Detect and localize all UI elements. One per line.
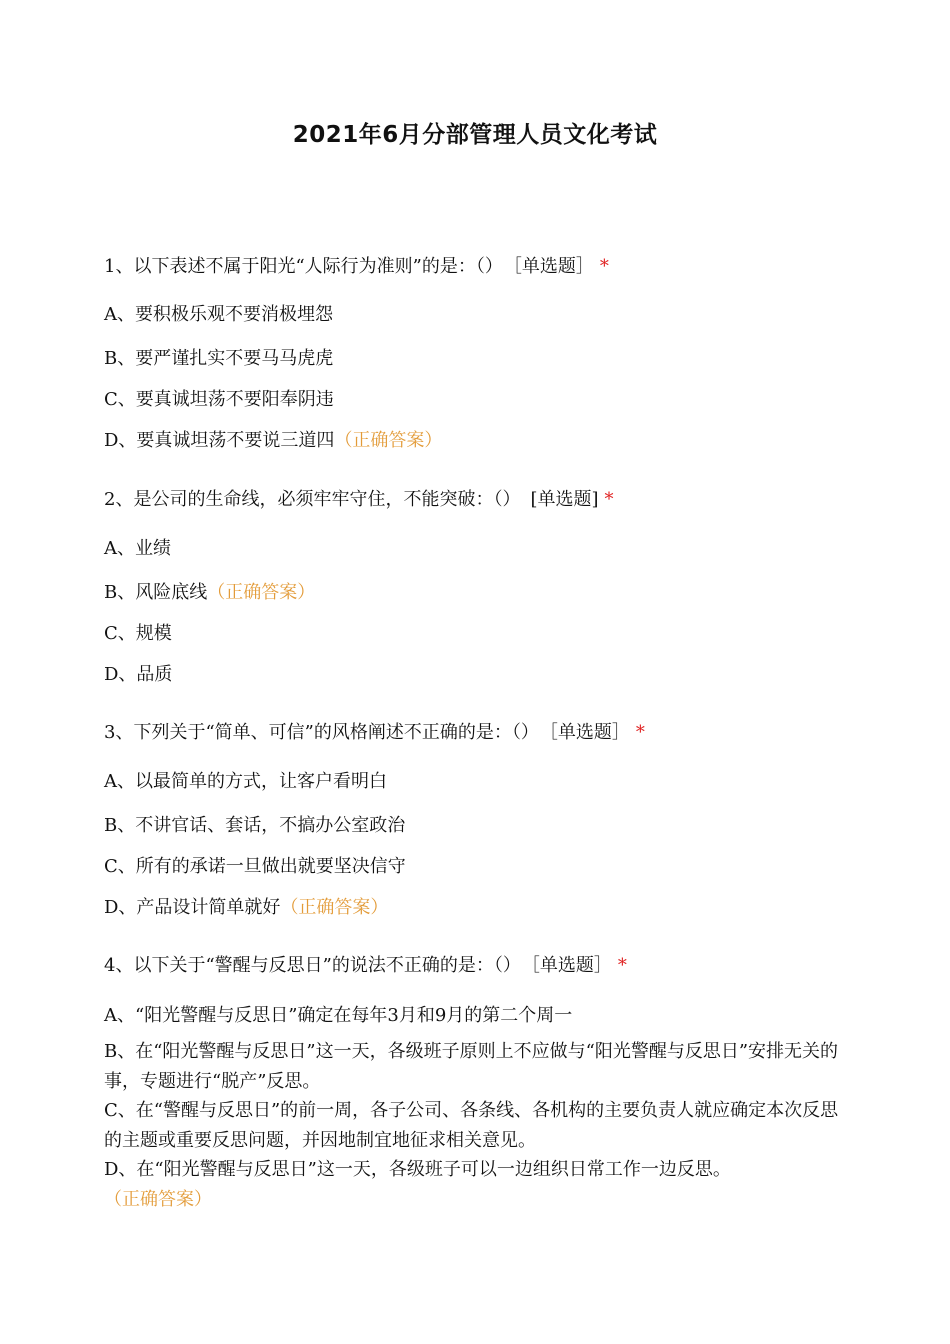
question-stem: 2、是公司的生命线，必须牢牢守住，不能突破：（）: [104, 489, 521, 510]
option-label: A、要积极乐观不要消极埋怨: [104, 304, 333, 325]
option-label: C、要真诚坦荡不要阳奉阴违: [104, 389, 334, 410]
question-2: [104, 485, 614, 515]
question-stem: 3、下列关于“简单、可信”的风格阐述不正确的是：（）: [104, 722, 539, 743]
option-label: D、在“阳光警醒与反思日”这一天，各级班子可以一边组织日常工作一边反思。: [104, 1159, 731, 1180]
option-label: A、业绩: [104, 538, 171, 559]
option-label: C、规模: [104, 623, 172, 644]
option-label: A、“阳光警醒与反思日”确定在每年3月和9月的第二个周一: [104, 1005, 573, 1026]
required-mark: *: [635, 722, 645, 743]
option-1d[interactable]: [104, 426, 442, 456]
option-2a[interactable]: [104, 534, 171, 564]
page-title: 2021年6月分部管理人员文化考试: [292, 122, 658, 148]
option-1a[interactable]: [104, 300, 333, 330]
option-label: B、不讲官话、套话，不搞办公室政治: [104, 815, 406, 836]
option-label: A、以最简单的方式，让客户看明白: [104, 771, 387, 792]
question-type: ［单选题］: [530, 955, 612, 976]
question-3: [104, 718, 645, 748]
option-4a[interactable]: [104, 1001, 572, 1031]
option-3b[interactable]: [104, 811, 405, 841]
option-label: D、要真诚坦荡不要说三道四: [104, 430, 335, 451]
option-4c[interactable]: [104, 1096, 849, 1156]
option-label: C、所有的承诺一旦做出就要坚决信守: [104, 856, 406, 877]
question-type: [单选题]: [530, 489, 599, 510]
option-3c[interactable]: [104, 852, 406, 882]
question-1: [104, 252, 609, 282]
correct-answer-mark: （正确答案）: [207, 582, 316, 603]
correct-answer-mark: （正确答案）: [104, 1189, 212, 1210]
question-type: ［单选题］: [512, 256, 594, 277]
option-1b[interactable]: [104, 344, 333, 374]
option-label: B、在“阳光警醒与反思日”这一天，各级班子原则上不应做与“阳光警醒与反思日”安排无关的事，专题进行“脱产”反思。: [104, 1041, 839, 1092]
required-mark: *: [599, 256, 609, 277]
question-type: ［单选题］: [548, 722, 630, 743]
option-3a[interactable]: [104, 767, 387, 797]
required-mark: *: [604, 489, 614, 510]
question-stem: 1、以下表述不属于阳光“人际行为准则”的是：（）: [104, 256, 503, 277]
option-label: B、风险底线: [104, 582, 208, 603]
option-label: D、产品设计简单就好: [104, 897, 281, 918]
option-3d[interactable]: [104, 893, 388, 923]
option-label: C、在“警醒与反思日”的前一周，各子公司、各条线、各机构的主要负责人就应确定本次反思的主题或重要反思问题，并因地制宜地征求相关意见。: [104, 1100, 839, 1151]
option-4d[interactable]: [104, 1155, 849, 1215]
required-mark: *: [617, 955, 627, 976]
correct-answer-mark: （正确答案）: [280, 897, 389, 918]
option-label: D、品质: [104, 664, 173, 685]
option-label: B、要严谨扎实不要马马虎虎: [104, 348, 334, 369]
question-4: [104, 951, 627, 981]
question-stem: 4、以下关于“警醒与反思日”的说法不正确的是：（）: [104, 955, 521, 976]
option-1c[interactable]: [104, 385, 334, 415]
correct-answer-mark: （正确答案）: [334, 430, 443, 451]
option-4b[interactable]: [104, 1037, 849, 1097]
option-2b[interactable]: [104, 578, 315, 608]
option-2d[interactable]: [104, 660, 172, 690]
option-2c[interactable]: [104, 619, 172, 649]
